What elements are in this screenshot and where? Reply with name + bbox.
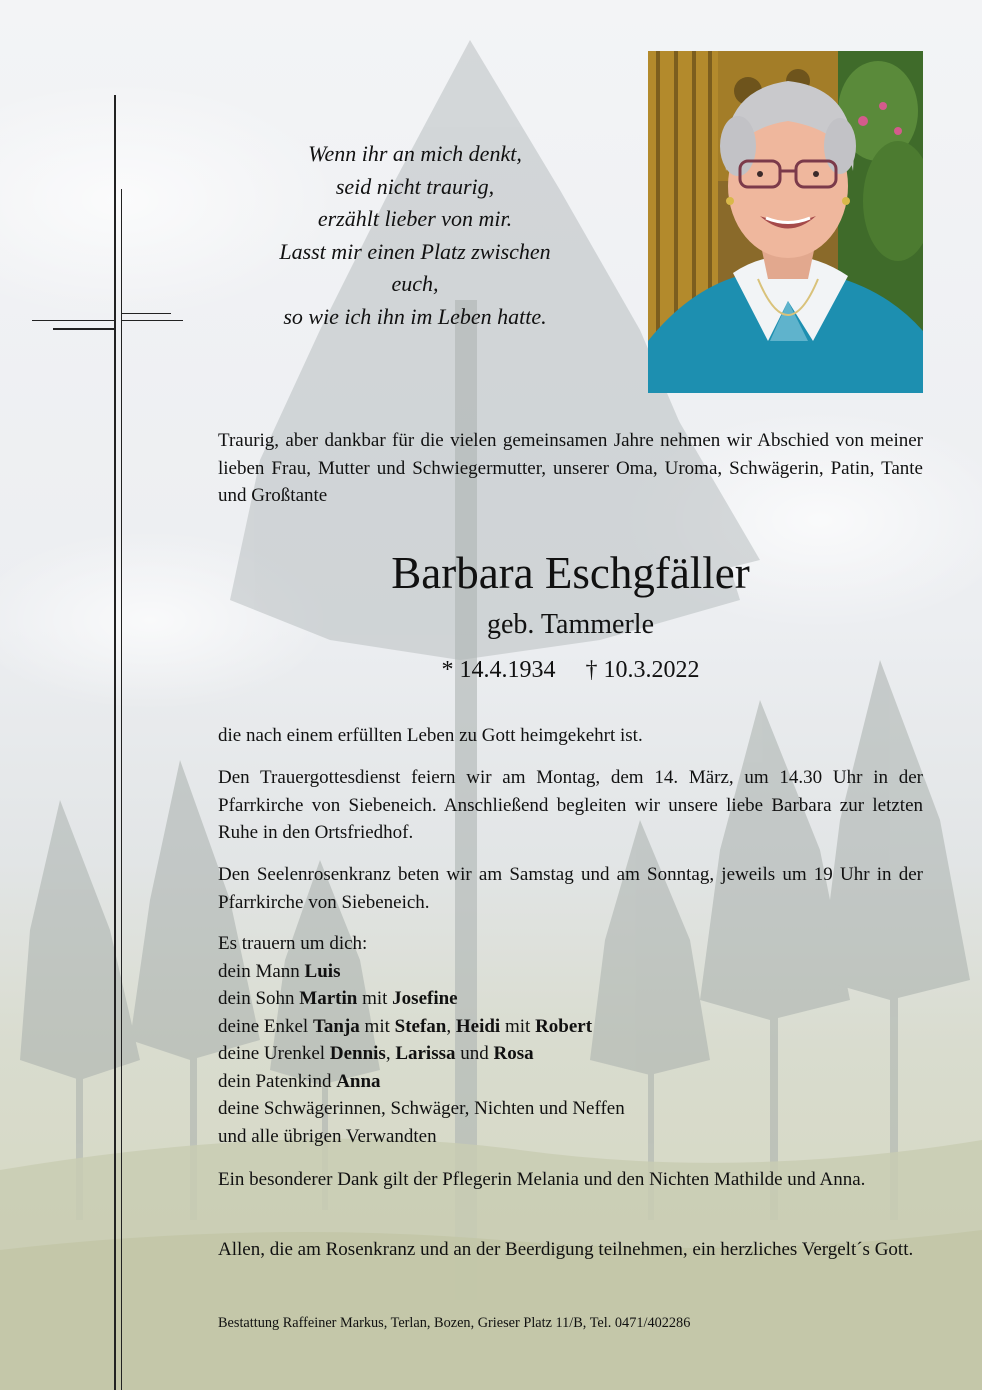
mourners-list: [218, 930, 923, 1150]
quote-line: Wenn ihr an mich denkt,: [308, 141, 522, 166]
returned-paragraph: [218, 722, 923, 750]
mourner-line: [218, 1040, 923, 1068]
cross-horizontal-line-bottom-left: [53, 328, 114, 330]
mourner-relation-text: ,: [385, 1043, 396, 1064]
thanks-attendees-text: Allen, die am Rosenkranz und an der Beerdigung teilnehmen, ein herzliches Vergelt´s Gott.: [218, 1239, 914, 1260]
mourner-relation-text: dein Patenkind: [218, 1070, 337, 1092]
mourner-line: [218, 1095, 923, 1123]
intro-paragraph: [218, 427, 923, 510]
mourner-name: Josefine: [392, 988, 458, 1009]
mourner-name: Heidi: [455, 1015, 501, 1037]
cross-horizontal-line-bottom-right: [121, 313, 171, 314]
mourner-name: Dennis: [329, 1043, 386, 1064]
mourner-relation-text: mit: [359, 1015, 395, 1037]
mourner-relation-text: deine Schwägerinnen, Schwäger, Nichten und Neffen: [218, 1098, 625, 1119]
mourner-relation-text: mit: [357, 988, 393, 1009]
mourner-name: Luis: [304, 960, 341, 982]
mourner-line: [218, 985, 923, 1013]
birth-death-dates: * 14.4.1934 † 10.3.2022: [441, 657, 700, 683]
intro-text: Traurig, aber dankbar für die vielen gemeinsamen Jahre nehmen wir Abschied von meiner lieben Frau, Mutter und Schwiegermutter, unserer Oma, Uroma, Schwägerin, Patin, Tante und Großtante: [218, 430, 923, 506]
memorial-quote: [230, 138, 600, 333]
quote-line: erzählt lieber von mir.: [317, 206, 513, 231]
mourner-name: Robert: [535, 1015, 593, 1037]
mourner-relation-text: ,: [446, 1015, 456, 1037]
funeral-text: Den Trauergottesdienst feiern wir am Montag, dem 14. März, um 14.30 Uhr in der Pfarrkirche von Siebeneich. Anschließend begleiten wir unsere liebe Barbara zur letzten Ruhe in den Ortsfriedhof.: [218, 767, 923, 843]
deceased-name: Barbara Eschgfäller: [391, 548, 750, 598]
mourner-line: [218, 1123, 923, 1151]
funeral-paragraph: [218, 764, 923, 847]
cross-horizontal-line-top-left: [32, 320, 114, 321]
mourners-heading: Es trauern um dich:: [218, 933, 368, 954]
mourner-relation-text: und alle übrigen Verwandten: [218, 1125, 437, 1147]
mourner-name: Tanja: [312, 1015, 360, 1037]
rosary-paragraph: [218, 861, 923, 916]
mourner-name: Martin: [299, 988, 358, 1009]
mourner-relation-text: deine Urenkel: [218, 1043, 330, 1064]
mourner-line: [218, 958, 923, 986]
quote-line: euch,: [391, 271, 439, 296]
mourner-name: Larissa: [395, 1043, 456, 1064]
cross-horizontal-line-top-right: [121, 320, 183, 321]
mourner-line: [218, 1013, 923, 1041]
mourner-name: Stefan: [394, 1015, 447, 1037]
thanks-care-paragraph: [218, 1166, 923, 1194]
rosary-text: Den Seelenrosenkranz beten wir am Samstag und am Sonntag, jeweils um 19 Uhr in der Pfarrkirche von Siebeneich.: [218, 864, 923, 913]
mourner-relation-text: mit: [500, 1015, 536, 1037]
funeral-home-footer: Bestattung Raffeiner Markus, Terlan, Bozen, Grieser Platz 11/B, Tel. 0471/402286: [218, 1315, 691, 1331]
thanks-care-text: Ein besonderer Dank gilt der Pflegerin Melania und den Nichten Mathilde und Anna.: [218, 1169, 866, 1190]
mourner-relation-text: dein Mann: [218, 960, 305, 982]
mourner-relation-text: und: [455, 1043, 494, 1064]
cross-vertical-line-left: [114, 95, 116, 1390]
mourner-name: Rosa: [493, 1043, 534, 1064]
mourner-name: Anna: [336, 1070, 381, 1092]
portrait-photo: [648, 51, 923, 393]
returned-text: die nach einem erfüllten Leben zu Gott heimgekehrt ist.: [218, 725, 643, 746]
mourner-relation-text: deine Enkel: [218, 1015, 313, 1037]
quote-line: seid nicht traurig,: [335, 173, 495, 199]
cross-vertical-line-right: [121, 189, 122, 1390]
thanks-attendees-paragraph: [218, 1236, 923, 1264]
quote-line: Lasst mir einen Platz zwischen: [279, 238, 551, 264]
mourner-relation-text: dein Sohn: [218, 988, 300, 1009]
mourner-line: [218, 1068, 923, 1096]
quote-line: so wie ich ihn im Leben hatte.: [283, 303, 547, 329]
maiden-name: geb. Tammerle: [486, 609, 654, 640]
